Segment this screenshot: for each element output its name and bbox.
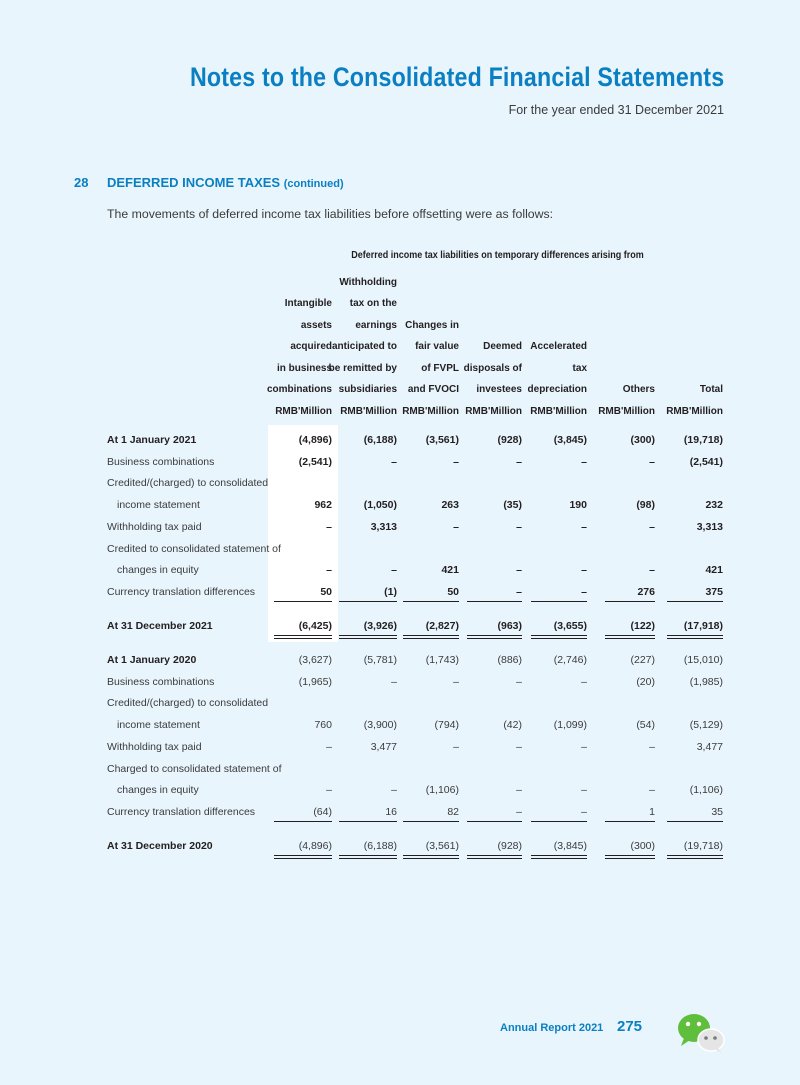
page-subtitle: For the year ended 31 December 2021 [508,103,724,117]
table-cell-intangible-assets: (3,627) [298,654,332,666]
table-cell-intangible-assets: (2,541) [298,455,332,468]
page-title: Notes to the Consolidated Financial Statements [189,62,724,92]
column-header-line: in business [276,362,332,374]
total-double-rule [605,635,655,639]
column-header-line: disposals of [463,362,522,374]
table-row [107,431,727,451]
table-group-header: Deferred income tax liabilities on temporary differences arising from [351,250,644,261]
table-cell-accelerated-depreciation: – [581,564,587,577]
table-cell-deemed-disposals: (35) [503,499,522,512]
column-header-line: subsidiaries [338,384,397,395]
table-cell-others: – [649,520,655,533]
table-cell-total: 35 [711,805,723,818]
row-label: changes in equity [117,784,199,797]
table-cell-intangible-assets: (4,896) [298,434,332,446]
table-row [107,738,727,758]
table-row [107,651,727,671]
table-cell-withholding-tax: 3,477 [370,740,397,753]
table-cell-intangible-assets: – [326,520,332,533]
table-cell-others: – [649,740,655,753]
total-double-rule [531,855,587,859]
table-cell-deemed-disposals: – [516,675,522,688]
footer-page-number: 275 [617,1018,643,1035]
row-label: Withholding tax paid [107,740,202,753]
table-cell-withholding-tax: (6,188) [363,839,397,852]
table-cell-others: (122) [630,619,655,632]
table-cell-others: (54) [636,719,655,732]
table-cell-fair-value-changes: – [453,520,459,533]
table-cell-accelerated-depreciation: (3,845) [553,434,587,446]
total-double-rule [339,635,397,639]
column-header-line: Total [699,384,723,395]
table-cell-total: (2,541) [689,455,723,468]
table-cell-total: 375 [705,585,723,598]
table-row [107,583,727,603]
table-cell-fair-value-changes: 82 [447,805,459,818]
table-cell-accelerated-depreciation: (2,746) [553,654,587,666]
table-row [107,561,727,581]
table-cell-deemed-disposals: – [516,455,522,468]
subtotal-rule [605,821,655,822]
column-header-line: RMB'Million [598,405,655,417]
section-intro: The movements of deferred income tax liabilities before offsetting were as follows: [107,207,554,221]
table-cell-withholding-tax: (1) [384,585,397,598]
total-double-rule [274,635,332,639]
table-cell-fair-value-changes: (1,743) [425,654,459,666]
column-header-line: Intangible [284,298,332,309]
column-header-line: investees [476,384,522,395]
row-label: Currency translation differences [107,585,256,598]
table-row [107,617,727,637]
table-cell-intangible-assets: – [326,740,332,753]
column-header-line: assets [300,319,332,331]
column-header-line: combinations [266,384,332,395]
column-header-line: Accelerated [530,341,587,352]
table-cell-deemed-disposals: (886) [497,654,522,666]
table-cell-deemed-disposals: (42) [503,719,522,732]
total-double-rule [667,635,723,639]
table-cell-total: 3,477 [696,740,723,753]
table-cell-accelerated-depreciation: (1,099) [553,719,587,732]
column-header-line: Others [622,384,655,395]
table-cell-fair-value-changes: (1,106) [425,784,459,797]
column-header-total [623,272,723,422]
subtotal-rule [403,821,459,822]
table-cell-fair-value-changes: – [453,740,459,753]
column-header-line: Changes in [405,319,459,331]
table-cell-withholding-tax: – [391,564,397,577]
table-cell-withholding-tax: – [391,455,397,468]
total-double-rule [339,855,397,859]
table-cell-intangible-assets: – [326,564,332,577]
table-cell-others: (300) [630,434,655,446]
table-cell-withholding-tax: 16 [385,805,397,818]
subtotal-rule [467,821,522,822]
table-row [107,716,727,736]
table-cell-accelerated-depreciation: – [581,740,587,753]
total-double-rule [403,635,459,639]
total-double-rule [467,635,522,639]
table-cell-fair-value-changes: (794) [434,719,459,732]
table-cell-accelerated-depreciation: (3,845) [553,839,587,852]
table-row [107,540,727,560]
table-cell-fair-value-changes: 421 [441,564,459,577]
table-cell-total: (5,129) [689,719,723,732]
column-header-line: RMB'Million [465,405,522,417]
table-cell-withholding-tax: 3,313 [370,520,397,533]
table-cell-deemed-disposals: – [516,564,522,577]
section-continued: (continued) [283,178,344,190]
subtotal-rule [605,601,655,602]
column-header-line: RMB'Million [666,405,723,417]
row-label: Business combinations [107,675,215,688]
table-cell-total: 421 [705,564,723,577]
table-cell-others: 1 [649,805,655,818]
table-cell-deemed-disposals: – [516,805,522,818]
subtotal-rule [667,821,723,822]
subtotal-rule [531,601,587,602]
row-label: changes in equity [117,564,199,577]
row-label: At 1 January 2020 [107,654,197,666]
table-cell-fair-value-changes: – [453,455,459,468]
section-number: 28 [74,175,89,190]
column-header-line: tax on the [349,298,397,309]
table-cell-deemed-disposals: (963) [497,619,522,632]
table-row [107,496,727,516]
subtotal-rule [339,601,397,602]
table-cell-deemed-disposals: – [516,585,522,598]
table-cell-withholding-tax: (3,926) [363,619,397,632]
table-cell-total: (19,718) [683,434,723,446]
section-title-text: DEFERRED INCOME TAXES [107,175,281,190]
table-cell-total: (15,010) [683,654,723,666]
table-cell-fair-value-changes: – [453,675,459,688]
column-header-line: fair value [415,341,459,352]
table-cell-others: (227) [630,654,655,666]
table-cell-accelerated-depreciation: 190 [569,499,587,512]
row-label: income statement [117,499,200,512]
table-cell-intangible-assets: 962 [314,499,332,512]
table-row [107,453,727,473]
table-cell-withholding-tax: (1,050) [363,499,397,512]
table-cell-withholding-tax: – [391,675,397,688]
total-double-rule [605,855,655,859]
table-row [107,518,727,538]
section-title [107,175,344,190]
table-cell-accelerated-depreciation: (3,655) [553,619,587,632]
column-header-line: tax [572,362,587,374]
total-double-rule [403,855,459,859]
table-cell-intangible-assets: 760 [314,719,332,732]
column-header-line: and FVOCI [407,384,459,395]
subtotal-rule [274,601,332,602]
column-header-line: RMB'Million [402,405,459,417]
table-cell-total: (1,985) [689,675,723,688]
total-double-rule [531,635,587,639]
column-header-line: acquired [290,341,332,352]
table-cell-total: (17,918) [683,619,723,632]
table-cell-withholding-tax: (6,188) [363,434,397,446]
table-cell-intangible-assets: (64) [313,805,332,818]
table-row [107,760,727,780]
column-header-line: earnings [355,319,397,331]
row-label: income statement [117,719,200,732]
row-label: At 31 December 2021 [107,619,213,632]
column-header-line: Withholding [339,276,397,288]
column-header-line: be remitted by [328,362,397,374]
total-double-rule [467,855,522,859]
table-cell-fair-value-changes: 50 [447,585,459,598]
table-cell-total: (19,718) [683,839,723,852]
subtotal-rule [467,601,522,602]
column-header-line: RMB'Million [340,405,397,417]
footer-report-name: Annual Report 2021 [500,1022,604,1034]
row-label: Credited/(charged) to consolidated [107,477,269,490]
table-cell-intangible-assets: (1,965) [298,675,332,688]
table-cell-others: (300) [630,839,655,852]
table-cell-accelerated-depreciation: – [581,805,587,818]
column-header-line: anticipated to [331,341,397,352]
table-cell-others: – [649,784,655,797]
table-cell-intangible-assets: (6,425) [298,619,332,632]
subtotal-rule [531,821,587,822]
table-cell-others: – [649,564,655,577]
table-cell-accelerated-depreciation: – [581,784,587,797]
row-label: Charged to consolidated statement of [107,762,282,775]
table-cell-intangible-assets: 50 [320,585,332,598]
row-label: Withholding tax paid [107,520,202,533]
table-cell-others: (20) [636,675,655,688]
table-cell-deemed-disposals: – [516,784,522,797]
table-cell-withholding-tax: – [391,784,397,797]
column-header-line: RMB'Million [530,405,587,417]
column-header-line: of FVPL [421,362,459,374]
subtotal-rule [667,601,723,602]
table-cell-deemed-disposals: (928) [497,434,522,446]
table-row [107,781,727,801]
row-label: At 1 January 2021 [107,434,197,446]
table-cell-deemed-disposals: – [516,520,522,533]
table-cell-others: – [649,455,655,468]
wechat-logo-icon [676,1012,726,1054]
table-row [107,694,727,714]
total-double-rule [274,855,332,859]
column-header-line: Deemed [483,341,522,352]
subtotal-rule [403,601,459,602]
subtotal-rule [274,821,332,822]
table-cell-total: (1,106) [689,784,723,797]
table-cell-fair-value-changes: (3,561) [425,434,459,446]
column-header-line: depreciation [527,384,587,395]
table-cell-accelerated-depreciation: – [581,675,587,688]
row-label: Credited to consolidated statement of [107,542,281,555]
table-cell-total: 3,313 [696,520,723,533]
table-cell-others: 276 [637,585,655,598]
table-row [107,837,727,857]
table-row [107,803,727,823]
subtotal-rule [339,821,397,822]
table-cell-intangible-assets: – [326,784,332,797]
table-cell-withholding-tax: (5,781) [363,654,397,666]
table-cell-fair-value-changes: 263 [441,499,459,512]
table-row [107,474,727,494]
row-label: Credited/(charged) to consolidated [107,697,269,710]
table-row [107,673,727,693]
table-cell-fair-value-changes: (2,827) [425,619,459,632]
row-label: Currency translation differences [107,805,256,818]
table-cell-total: 232 [705,499,723,512]
table-cell-intangible-assets: (4,896) [298,839,332,852]
table-cell-others: (98) [636,499,655,512]
table-cell-deemed-disposals: (928) [497,839,522,852]
table-cell-withholding-tax: (3,900) [363,719,397,732]
table-cell-fair-value-changes: (3,561) [425,839,459,852]
table-cell-accelerated-depreciation: – [581,520,587,533]
table-cell-accelerated-depreciation: – [581,585,587,598]
table-cell-accelerated-depreciation: – [581,455,587,468]
row-label: Business combinations [107,455,215,468]
column-header-line: RMB'Million [275,405,332,417]
total-double-rule [667,855,723,859]
table-cell-deemed-disposals: – [516,740,522,753]
row-label: At 31 December 2020 [107,839,213,852]
